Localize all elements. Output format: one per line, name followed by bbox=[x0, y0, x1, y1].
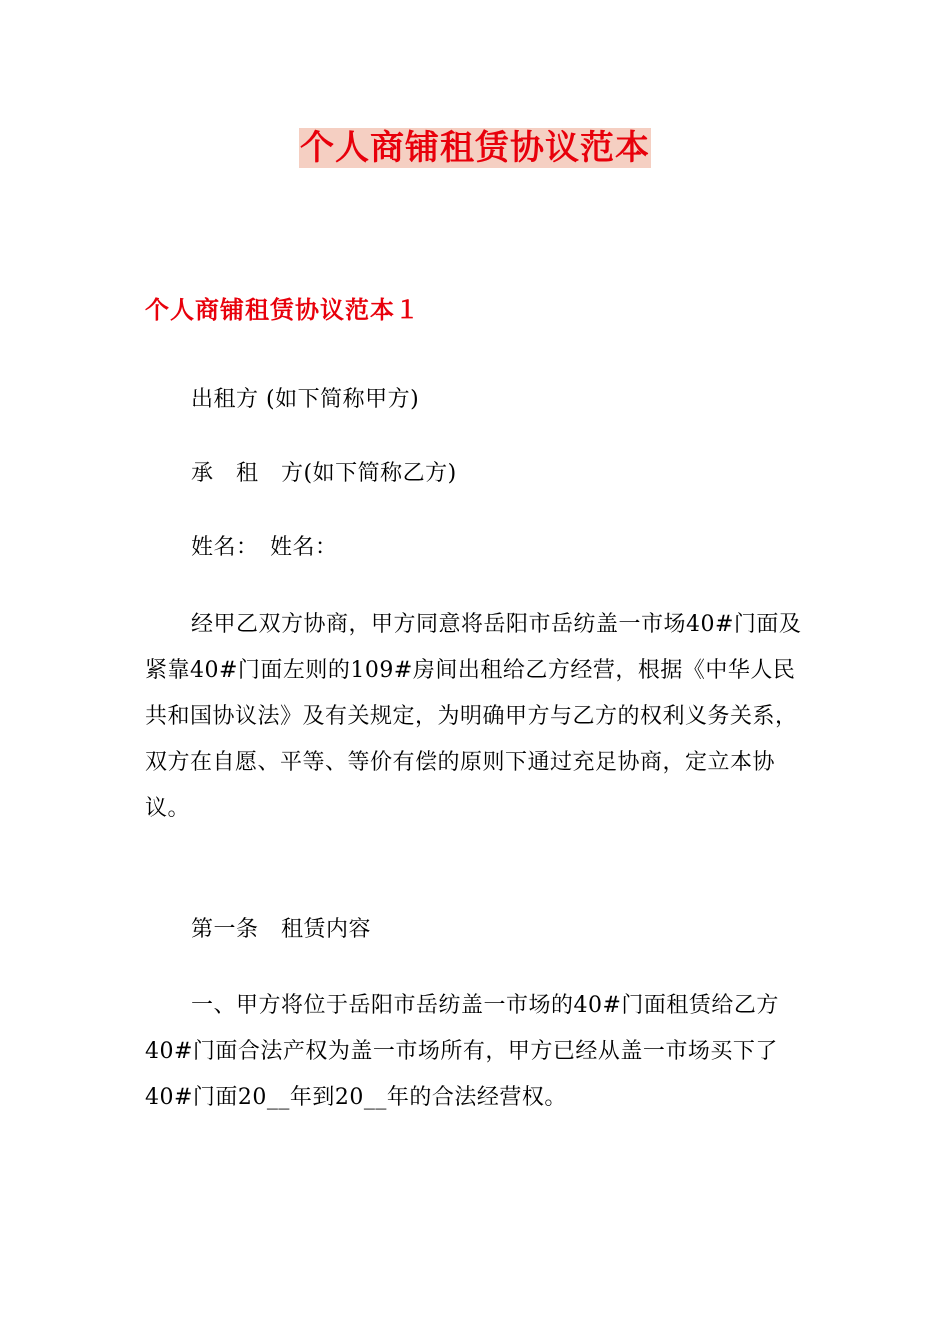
paragraph-preamble: 经甲乙双方协商，甲方同意将岳阳市岳纺盖一市场40#门面及紧靠40#门面左则的109#房间出租给乙方经营，根据《中华人民共和国协议法》及有关规定，为明确甲方与乙方的权利义务关系，双方在自愿、平等、等价有偿的原则下通过充足协商，定立本协议。 bbox=[145, 612, 802, 821]
paragraph-names: 姓名： 姓名： bbox=[191, 535, 338, 560]
paragraph-article-one-heading: 第一条 租赁内容 bbox=[191, 917, 372, 942]
paragraph-article-one-item-one: 一、甲方将位于岳阳市岳纺盖一市场的40#门面租赁给乙方40#门面合法产权为盖一市场所有，甲方已经从盖一市场买下了40#门面20__年到20__年的合法经营权。 bbox=[145, 993, 779, 1110]
document-title-text: 个人商铺租赁协议范本 bbox=[300, 128, 650, 168]
paragraph-lessor: 出租方 (如下简称甲方) bbox=[191, 387, 420, 412]
paragraph-lessee: 承 租 方(如下简称乙方) bbox=[191, 461, 457, 486]
section-title: 个人商铺租赁协议范本１ bbox=[145, 295, 420, 324]
document-title bbox=[0, 124, 950, 172]
